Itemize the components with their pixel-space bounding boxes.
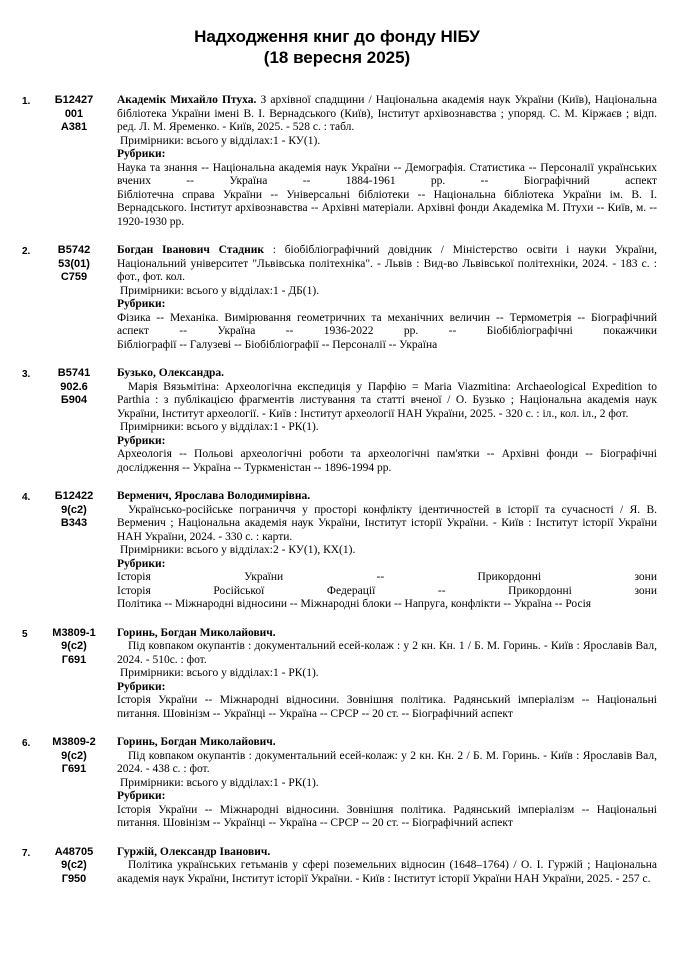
call-line: С759 bbox=[60, 271, 88, 283]
bibliographic-entry bbox=[0, 627, 674, 722]
rubrics-label: Рубрики: bbox=[117, 434, 166, 447]
holdings-line: Примірники: всього у відділах:1 - КУ(1). bbox=[120, 134, 321, 147]
rubric-line: Історія України -- Міжнародні відносини. Зовнішня політика. Радянський імперіалізм -- Національні питання. Шовінізм -- Українці -- Україна -- СРСР -- 20 ст. -- Біографічний аспект bbox=[117, 694, 657, 720]
rubric-list bbox=[117, 162, 657, 230]
rubrics-label: Рубрики: bbox=[117, 680, 166, 693]
call-line: В5742 bbox=[57, 244, 91, 256]
call-line: Г950 bbox=[61, 872, 87, 885]
bibliographic-entry bbox=[0, 94, 674, 229]
holdings-line: Примірники: всього у відділах:1 - РК(1). bbox=[120, 776, 319, 789]
call-line: 902.6 bbox=[60, 380, 88, 393]
entry-content bbox=[117, 736, 657, 831]
entry-list bbox=[0, 94, 674, 886]
rubrics-label: Рубрики: bbox=[117, 557, 166, 570]
call-line: 9(с2) bbox=[61, 749, 87, 762]
entry-number: 1. bbox=[22, 96, 31, 107]
holdings-line: Примірники: всього у відділах:1 - РК(1). bbox=[120, 667, 319, 679]
call-line: А48705 bbox=[54, 845, 94, 858]
rubrics-label: Рубрики: bbox=[117, 148, 166, 160]
rubric-line: Бібліографії -- Галузеві -- Біобібліографії -- Персоналії -- Україна bbox=[117, 338, 438, 351]
entry-number: 3. bbox=[22, 369, 31, 380]
rubric-list bbox=[117, 312, 657, 353]
page-title-line1: Надходження книг до фонду НІБУ bbox=[194, 27, 480, 46]
entry-content bbox=[117, 846, 657, 887]
call-number bbox=[36, 736, 112, 777]
call-line: Г691 bbox=[61, 653, 87, 666]
call-line: В343 bbox=[60, 517, 88, 529]
entry-content bbox=[117, 94, 657, 229]
bibliographic-entry bbox=[0, 367, 674, 475]
entry-body: Під ковпаком окупантів : документальний есей-колаж : у 2 кн. Кн. 1 / Б. М. Горинь. - Київ : Ярославів Вал, 2024. - 510с. : фот. bbox=[117, 640, 657, 666]
entry-heading: Горинь, Богдан Миколайович. bbox=[117, 626, 276, 639]
entry-body: Під ковпаком окупантів : документальний есей-колаж: у 2 кн. Кн. 2 / Б. М. Горинь. - Київ : Ярославів Вал, 2024. - 438 с. : фот. bbox=[117, 749, 657, 775]
entry-number: 5 bbox=[22, 628, 28, 640]
call-line: Б12427 bbox=[54, 94, 94, 106]
entry-body: Академік Михайло Птуха. З архівної спадщини / Національна академія наук України (Київ), Національна бібліотека України імені В. І. Вернадського (Київ), Інститут архівознавства ; упоряд. С. М. Кіржаєв ; відп. ред. Л. М. Яременко. - Київ, 2025. - 528 с. : табл. bbox=[117, 94, 657, 133]
rubric-list bbox=[117, 448, 657, 475]
entry-number: 6. bbox=[22, 738, 31, 749]
rubric-line: Історія України -- Прикордонні зони bbox=[117, 571, 657, 583]
entry-number: 4. bbox=[22, 492, 31, 503]
rubric-list bbox=[117, 571, 657, 612]
rubric-line: Фізика -- Механіка. Вимірювання геометричних та механічних величин -- Термометрія -- Біографічний аспект -- Україна -- 1936-2022 рр. -- Біобібліографічні покажчики bbox=[117, 311, 657, 337]
call-line: Г691 bbox=[61, 763, 87, 775]
entry-number: 7. bbox=[22, 847, 31, 859]
call-number bbox=[36, 490, 112, 531]
call-line: 001 bbox=[64, 107, 84, 120]
call-line: 9(с2) bbox=[61, 859, 87, 871]
call-line: Б12422 bbox=[54, 490, 94, 502]
call-number bbox=[36, 627, 112, 668]
call-number bbox=[36, 846, 112, 887]
call-line: 9(с2) bbox=[61, 503, 87, 516]
call-line: М3809-2 bbox=[52, 736, 96, 748]
call-line: Б904 bbox=[60, 394, 88, 406]
entry-heading: Верменич, Ярослава Володимирівна. bbox=[117, 490, 311, 502]
rubric-line: Наука та знання -- Національна академія наук України -- Демографія. Статистика -- Персоналії українських вчених -- Україна -- 1884-1961 рр. -- Біографічний аспект bbox=[117, 161, 657, 187]
bibliographic-entry bbox=[0, 244, 674, 352]
rubric-line: Історія Російської Федерації -- Прикордонні зони bbox=[117, 584, 657, 597]
rubric-line: Бібліотечна справа України -- Універсальні бібліотеки -- Національна бібліотека України ім. В. І. Вернадського. Інститут архівознавства -- Архівні матеріали. Архівні фонди Академіка М. Птухи -- Київ, м. -- 1920-1930 рр. bbox=[117, 188, 657, 228]
rubric-line: Політика -- Міжнародні відносини -- Міжнародні блоки -- Напруга, конфлікти -- Україна -- Росія bbox=[117, 598, 592, 610]
entry-body: Богдан Іванович Стадник : біобібліографічний довідник / Міністерство освіти і науки України, Національний університет "Львівська політехніка". - Львів : Вид-во Львівської політехніки, 2024. - 183 с. : фот., фот. кол. bbox=[117, 244, 657, 283]
call-line: 53(01) bbox=[58, 257, 90, 270]
entry-content bbox=[117, 367, 657, 475]
entry-content bbox=[117, 244, 657, 352]
call-line: В5741 bbox=[57, 367, 91, 379]
entry-content bbox=[117, 490, 657, 612]
call-line: 9(с2) bbox=[61, 640, 87, 652]
entry-body: Марія Вязьмітіна: Археологічна експедиція у Парфію = Maria Viazmitina: Archaeological Expedition to Parthia : з публікацією фрагментів листування та статті вченої / О. Бузько ; Національна академія наук України, Інститут археології. - Київ : Інститут археології НАН України, 2025. - 320 с. : іл., кол. іл., 2 фот. bbox=[117, 380, 657, 420]
page-title-line2: (18 вересня 2025) bbox=[263, 48, 411, 67]
entry-body: Українсько-російське пограниччя у просторі конфлікту ідентичностей в історії та сучасності / Я. В. Верменич ; Національна академія наук України, Інститут історії України. - Київ : Інститут історії України НАН України, 2024. - 330 с. : карти. bbox=[117, 503, 657, 543]
entry-heading: Горинь, Богдан Миколайович. bbox=[117, 736, 276, 748]
bibliographic-entry bbox=[0, 736, 674, 831]
entry-number: 2. bbox=[22, 246, 31, 257]
rubric-line: Історія України -- Міжнародні відносини. Зовнішня політика. Радянський імперіалізм -- Національні питання. Шовінізм -- Українці -- Україна -- СРСР -- 20 ст. -- Біографічний аспект bbox=[117, 803, 657, 829]
rubrics-label: Рубрики: bbox=[117, 298, 166, 310]
rubric-line: Археологія -- Польові археологічні роботи та археологічні пам'ятки -- Архівні фонди -- Біографічні дослідження -- Україна -- Туркменістан -- 1896-1994 рр. bbox=[117, 448, 657, 474]
entry-heading: Гуржій, Олександр Іванович. bbox=[117, 845, 271, 858]
call-line: А381 bbox=[60, 121, 88, 133]
entry-heading: Бузько, Олександра. bbox=[117, 367, 225, 379]
holdings-line: Примірники: всього у відділах:2 - КУ(1), КХ(1). bbox=[120, 544, 356, 556]
entry-content bbox=[117, 627, 657, 722]
rubric-list bbox=[117, 694, 657, 721]
entry-body: Політика українських гетьманів у сфері поземельних відносин (1648–1764) / О. І. Гуржій ; Національна академія наук України, Інститут історії України. - Київ : Інститут історії України НАН України, 2025. - 257 с. bbox=[117, 859, 657, 885]
rubric-list bbox=[117, 804, 657, 831]
page-title bbox=[0, 26, 674, 68]
bibliographic-entry bbox=[0, 490, 674, 612]
call-number bbox=[36, 244, 112, 285]
rubrics-label: Рубрики: bbox=[117, 790, 166, 802]
call-number bbox=[36, 367, 112, 408]
holdings-line: Примірники: всього у відділах:1 - РК(1). bbox=[120, 421, 319, 433]
call-number bbox=[36, 94, 112, 135]
holdings-line: Примірники: всього у відділах:1 - ДБ(1). bbox=[120, 284, 320, 297]
bibliographic-entry bbox=[0, 846, 674, 887]
call-line: М3809-1 bbox=[52, 626, 96, 639]
